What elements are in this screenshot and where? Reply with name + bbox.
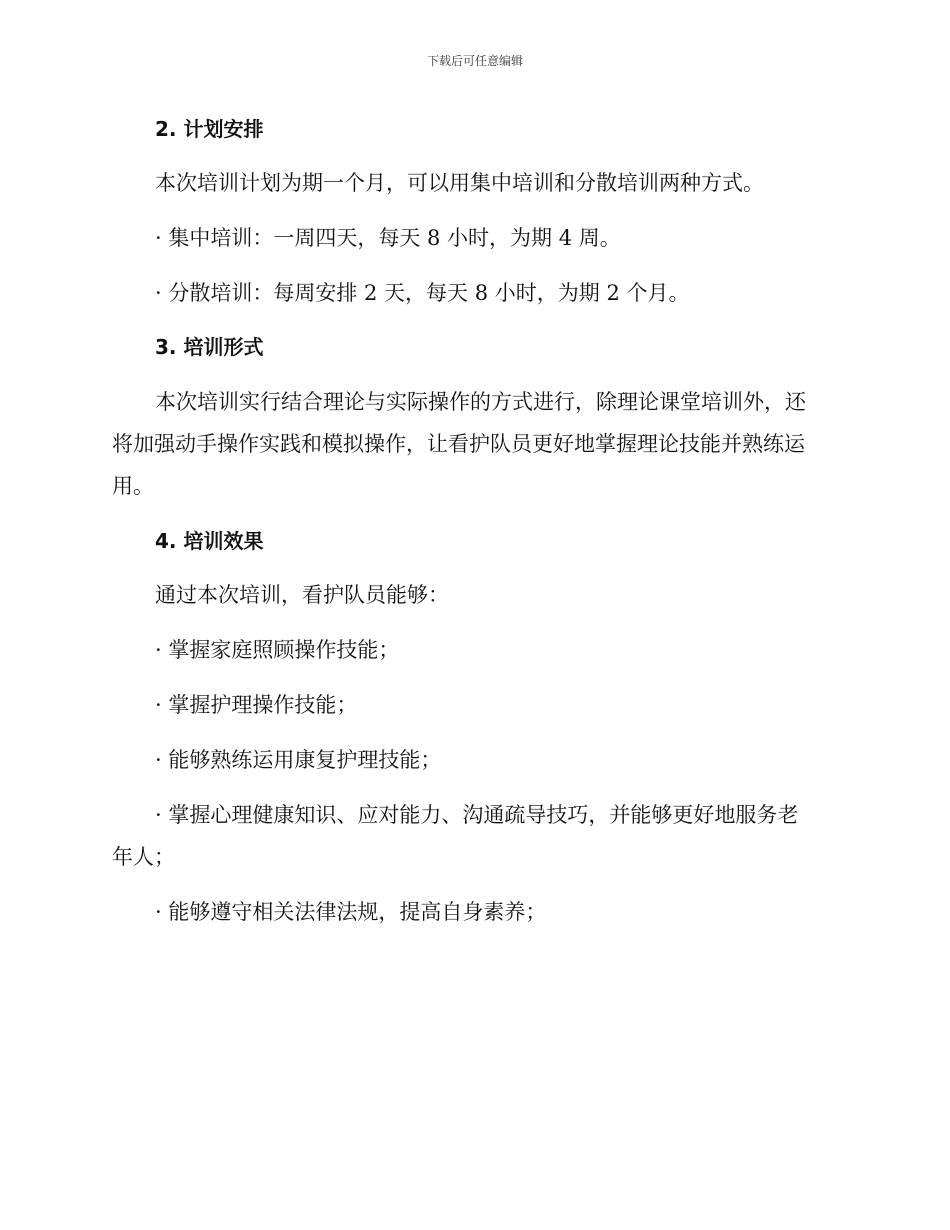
- effect-bullet-rehab: · 能够熟练运用康复护理技能；: [155, 748, 442, 772]
- effect-bullet-nursing: · 掌握护理操作技能；: [155, 693, 358, 717]
- section-heading-format: 3. 培训形式: [155, 335, 264, 359]
- effect-bullet-law: · 能够遵守相关法律法规，提高自身素养；: [155, 900, 547, 924]
- effect-bullet-home-care: · 掌握家庭照顾操作技能；: [155, 638, 400, 662]
- section-heading-effect: 4. 培训效果: [155, 529, 264, 553]
- plan-bullet-dispersed: · 分散培训：每周安排 2 天，每天 8 小时，为期 2 个月。: [155, 281, 690, 305]
- format-paragraph-line-1: 本次培训实行结合理论与实际操作的方式进行，除理论课堂培训外，还: [155, 390, 806, 414]
- section-heading-plan: 2. 计划安排: [155, 117, 264, 141]
- page-header: 下载后可任意编辑: [426, 54, 523, 68]
- effect-bullet-psychology-line-1: · 掌握心理健康知识、应对能力、沟通疏导技巧，并能够更好地服务老: [155, 803, 799, 827]
- effect-bullet-psychology-line-2: 年人；: [112, 845, 175, 869]
- format-paragraph-line-3: 用。: [112, 474, 154, 498]
- format-paragraph-line-2: 将加强动手操作实践和模拟操作，让看护队员更好地掌握理论技能并熟练运: [112, 432, 805, 456]
- plan-bullet-concentrated: · 集中培训：一周四天，每天 8 小时，为期 4 周。: [155, 226, 621, 250]
- effect-paragraph: 通过本次培训，看护队员能够：: [155, 583, 449, 607]
- plan-paragraph: 本次培训计划为期一个月，可以用集中培训和分散培训两种方式。: [155, 171, 764, 195]
